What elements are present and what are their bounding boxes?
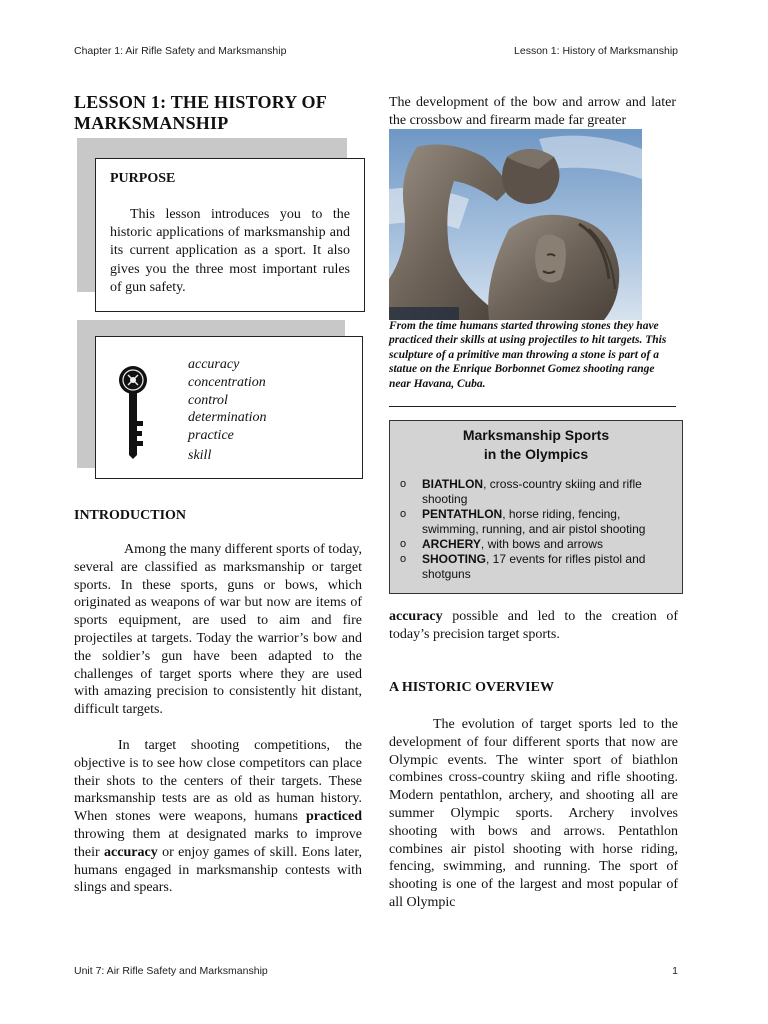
key-term: skill (188, 447, 212, 463)
development-text: The development of the bow and arrow and later the crossbow and firearm made far greater (389, 95, 676, 128)
lesson-title: LESSON 1: THE HISTORY OF MARKSMANSHIP (74, 92, 327, 133)
sculpture-photo (389, 129, 642, 320)
running-header-chapter: Chapter 1: Air Rifle Safety and Marksmanship (74, 45, 287, 57)
bullet-icon: o (400, 478, 407, 490)
historic-overview-heading: A HISTORIC OVERVIEW (389, 680, 554, 695)
list-item: o PENTATHLON, horse riding, fencing, swimming, running, and air pistol shooting (400, 507, 646, 536)
page-number: 1 (672, 965, 678, 977)
introduction-heading: INTRODUCTION (74, 508, 187, 523)
caption-divider (389, 406, 676, 407)
key-terms-box (95, 336, 363, 479)
key-term: control (188, 392, 228, 408)
introduction-paragraph-2: In target shooting competitions, the objective is to see how close competitors can place their shots to the centers of their targets. These marksmanship tests are as old as human history. When stones were weapons, humans practiced throwing them at designated marks to improve their accuracy or enjoy games of skill. Eons later, humans engaged in marksmanship contests with slings and spears. (74, 738, 363, 896)
purpose-box (95, 158, 365, 312)
key-term: practice (188, 428, 234, 444)
bullet-icon: o (400, 538, 407, 550)
running-header-lesson: Lesson 1: History of Marksmanship (514, 45, 678, 57)
key-icon (118, 363, 148, 459)
bullet-icon: o (400, 508, 407, 520)
introduction-paragraph-1: Among the many different sports of today, several are classified as marksmanship or target sports. In these sports, guns or bows, which originated as weapons of war but now are items of sports equipment, are used to aim and fire projectiles at targets. Today the warrior’s bow and the soldier’s gun have been adapted to the challenges of target sports where they are used with amazing precision to consistently hit distant, difficult targets. (74, 542, 362, 718)
historic-overview-text: The evolution of target sports led to the development of four different sports that now are Olympic events. The winter sport of biathlon combines cross-country skiing and rifle shooting. Modern pentathlon, archery, and shooting all are summer Olympic sports. Archery involves shooting with bows and arrows. Pentathlon combines air pistol shooting with horse riding, fencing, swimming, and running. The sport of shooting is one of the largest and most popular of all Olympic (389, 717, 678, 910)
olympics-list (400, 477, 675, 582)
key-terms-list (188, 356, 267, 465)
list-item: o BIATHLON, cross-country skiing and rifle shooting (400, 477, 642, 506)
list-item: o SHOOTING, 17 events for rifles pistol and shotguns (400, 552, 646, 581)
list-item: o ARCHERY, with bows and arrows (400, 537, 603, 551)
running-footer-unit: Unit 7: Air Rifle Safety and Marksmanship (74, 965, 268, 977)
continued-text: accuracy possible and led to the creation of today’s precision target sports. (389, 609, 678, 642)
purpose-heading: PURPOSE (110, 171, 176, 186)
bullet-icon: o (400, 553, 407, 565)
key-term: concentration (188, 374, 266, 390)
photo-caption: From the time humans started throwing stones they have practiced their skills at using projectiles to hit targets. This sculpture of a primitive man throwing a stone is part of a statue on the Enrique Borbonnet Gomez shooting range near Havana, Cuba. (389, 320, 667, 390)
olympics-sidebar (389, 420, 683, 594)
key-term: accuracy (188, 357, 240, 372)
olympics-title: Marksmanship Sports in the Olympics (462, 427, 610, 462)
key-term: determination (188, 410, 267, 426)
purpose-text: This lesson introduces you to the historic applications of marksmanship and its current application as a sport. It also gives you the three most important rules of gun safety. (110, 207, 350, 295)
